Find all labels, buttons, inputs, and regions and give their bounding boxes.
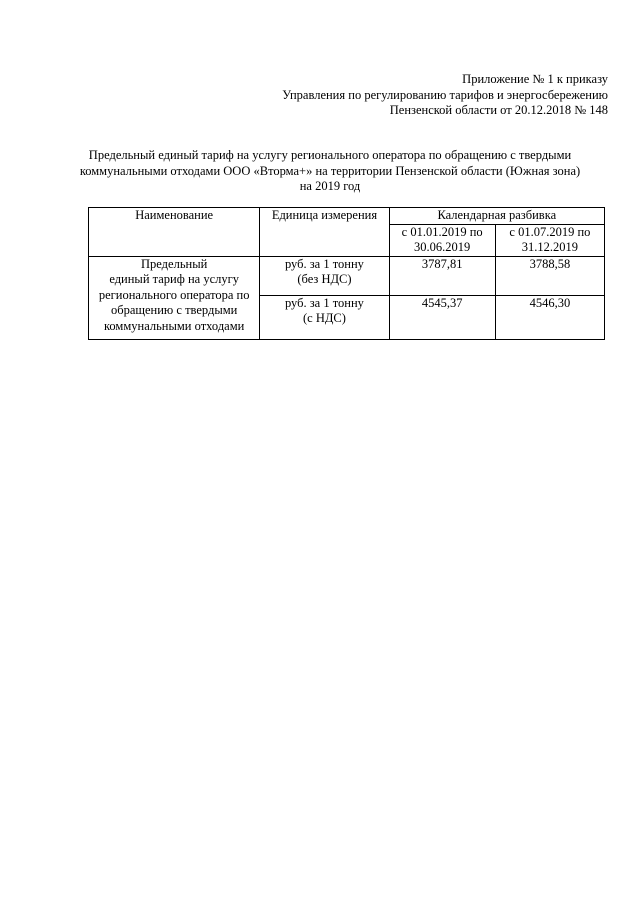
header-name-cell: Наименование [89,208,260,257]
appendix-line-2: Управления по регулированию тарифов и энергосбережению [282,87,608,102]
value-cell: 4545,37 [389,295,495,339]
document-title [40,148,620,195]
unit-line: руб. за 1 тонну [284,256,364,271]
title-line-1: Предельный единый тариф на услугу регионального оператора по обращению с твердыми [88,148,572,162]
period-2-line-1: с 01.07.2019 по [509,224,591,239]
title-line-3: на 2019 год [299,179,361,193]
value-cell: 4546,30 [495,295,604,339]
tariff-table [88,207,605,340]
row-name-line: обращению с твердыми [110,303,238,317]
unit-line: (с НДС) [303,311,346,325]
table-row [89,256,605,295]
appendix-header [188,72,608,119]
value-cell: 3787,81 [389,256,495,295]
row-name-cell [89,256,260,339]
unit-line: (без НДС) [297,272,352,286]
header-period-2-cell [495,224,604,256]
row-name-line: Предельный [141,256,208,271]
unit-line: руб. за 1 тонну [284,295,364,310]
title-line-2: коммунальными отходами ООО «Вторма+» на территории Пензенской области (Южная зона) [79,163,581,178]
row-name-line: единый тариф на услугу [109,272,239,286]
header-period-1-cell [389,224,495,256]
period-1-line-1: с 01.01.2019 по [401,224,483,239]
header-unit-cell: Единица измерения [260,208,389,257]
row-name-line: регионального оператора по [98,287,250,302]
value-cell: 3788,58 [495,256,604,295]
period-2-line-2: 31.12.2019 [521,240,579,254]
unit-cell [260,256,389,295]
appendix-line-3: Пензенской области от 20.12.2018 № 148 [389,103,608,117]
appendix-line-1: Приложение № 1 к приказу [462,72,608,86]
row-name-line: коммунальными отходами [103,318,245,333]
table-header-row [89,208,605,225]
header-calendar-cell: Календарная разбивка [389,208,604,225]
unit-cell [260,295,389,339]
period-1-line-2: 30.06.2019 [414,240,471,254]
